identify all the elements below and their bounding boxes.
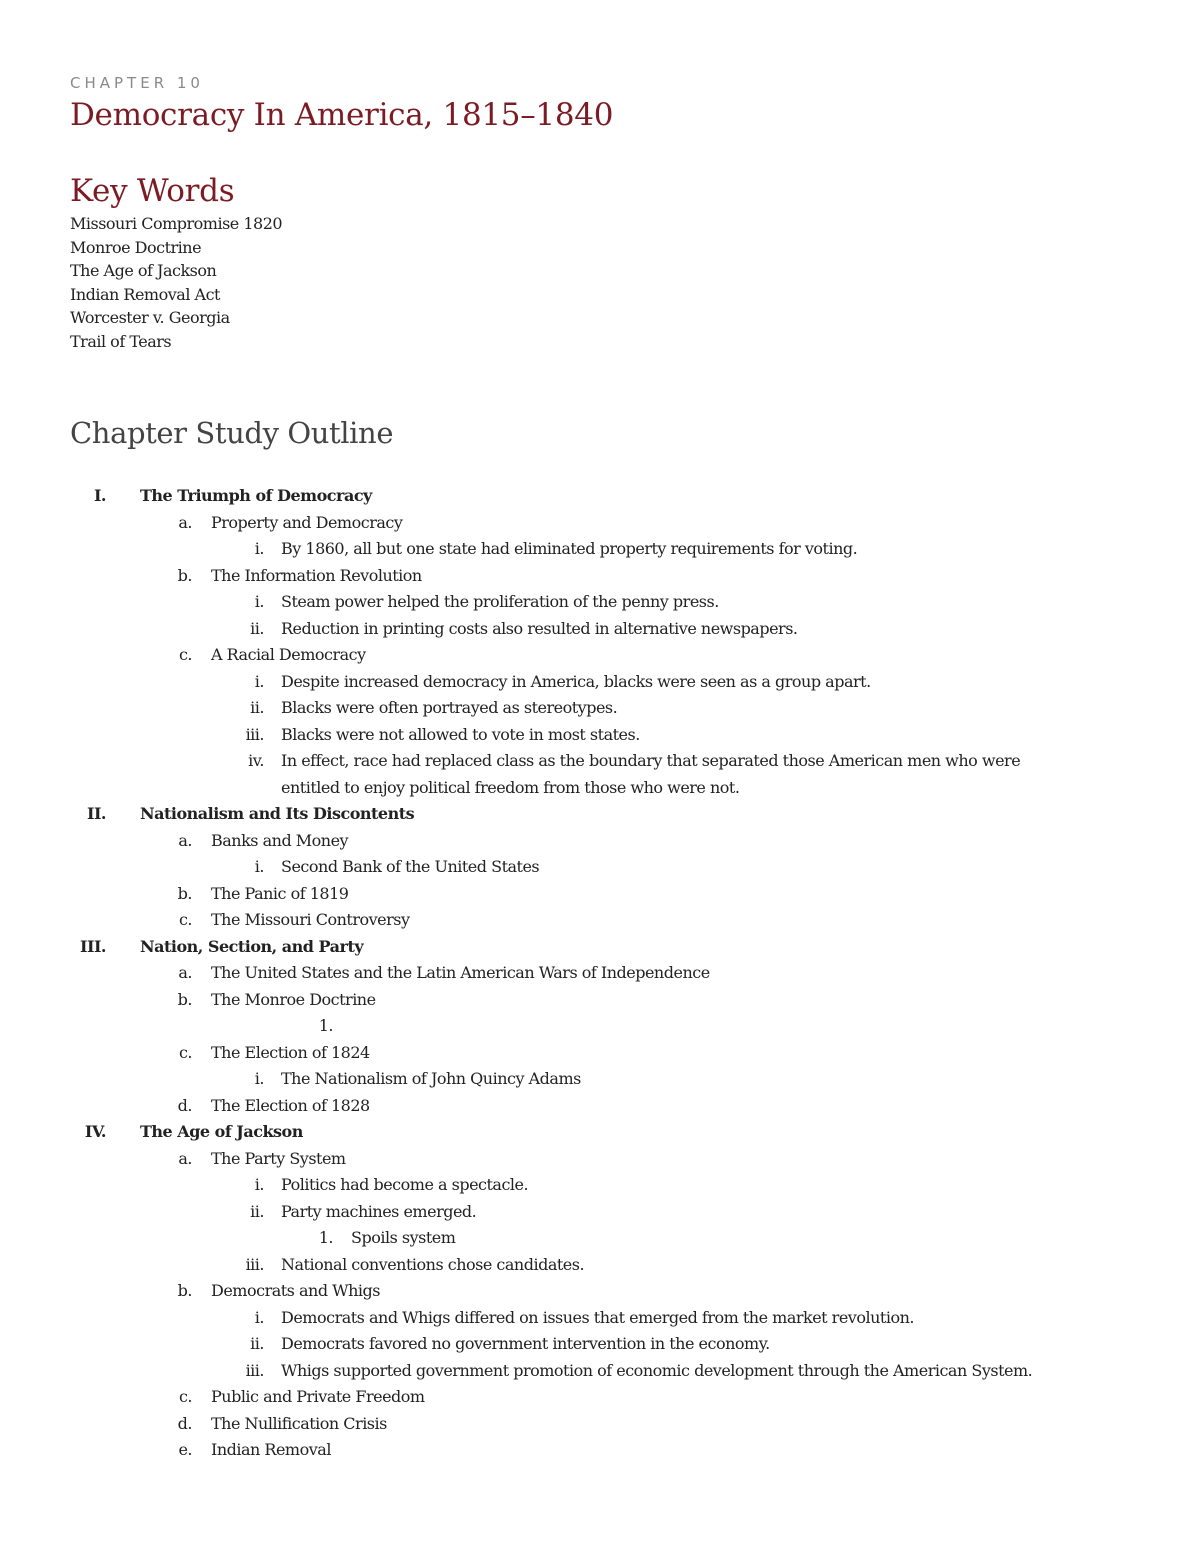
outline-point	[70, 1331, 1130, 1358]
section-title: Nation, Section, and Party	[140, 936, 364, 956]
chapter-title: Democracy In America, 1815–1840	[70, 97, 614, 133]
subsection-marker: c.	[178, 910, 192, 929]
subsection-title: The Information Revolution	[211, 565, 422, 585]
point-text: By 1860, all but one state had eliminated property requirements for voting.	[281, 539, 858, 558]
outline-empty-item	[70, 1013, 1130, 1040]
point-text: Steam power helped the proliferation of the penny press.	[281, 592, 719, 611]
outline-subsection	[70, 907, 1130, 934]
point-text: Democrats favored no government intervention in the economy.	[281, 1334, 770, 1353]
subpoint-text: Spoils system	[351, 1228, 456, 1247]
point-marker: i.	[254, 1175, 264, 1194]
subsection-title: The Missouri Controversy	[211, 910, 410, 929]
subpoint-marker: 1.	[318, 1228, 333, 1247]
key-word-item: Worcester v. Georgia	[70, 308, 230, 327]
key-word-item: The Age of Jackson	[70, 261, 217, 280]
outline-subsection	[70, 1146, 1130, 1173]
outline-point	[70, 589, 1130, 616]
chapter-label: CHAPTER 10	[70, 74, 204, 92]
subsection-title: The United States and the Latin American Wars of Independence	[211, 963, 710, 982]
outline-subsection	[70, 1040, 1130, 1067]
subsection-title: The Nullification Crisis	[211, 1413, 387, 1433]
subsection-title: Indian Removal	[211, 1440, 331, 1459]
point-marker: iii.	[245, 1254, 264, 1274]
outline-subsection	[70, 828, 1130, 855]
point-marker: i.	[254, 1307, 264, 1327]
outline-point	[70, 1305, 1130, 1332]
outline-point	[70, 1172, 1130, 1199]
section-marker: III.	[79, 936, 106, 956]
key-word-item: Trail of Tears	[70, 331, 172, 351]
point-text: Second Bank of the United States	[281, 857, 540, 876]
document-page	[70, 72, 1130, 1464]
subsection-title: Public and Private Freedom	[211, 1387, 425, 1406]
subsection-title: The Monroe Doctrine	[211, 989, 376, 1009]
subsection-marker: c.	[178, 645, 192, 664]
point-text: Democrats and Whigs differed on issues that emerged from the market revolution.	[281, 1307, 914, 1327]
point-marker: i.	[254, 671, 264, 691]
point-text: The Nationalism of John Quincy Adams	[281, 1069, 581, 1088]
outline-subpoint	[70, 1225, 1130, 1252]
outline-subsection	[70, 1437, 1130, 1464]
subsection-marker: a.	[178, 830, 192, 850]
point-marker: ii.	[250, 1201, 264, 1221]
subsection-title: A Racial Democracy	[211, 645, 366, 664]
outline-section	[70, 1119, 1130, 1146]
point-marker: iii.	[245, 1360, 264, 1380]
subsection-title: The Election of 1824	[211, 1042, 370, 1062]
outline-section	[70, 483, 1130, 510]
subsection-title: Property and Democracy	[211, 512, 403, 532]
outline-point	[70, 1066, 1130, 1093]
point-marker: iv.	[248, 751, 264, 770]
point-text: Whigs supported government promotion of economic development through the American System.	[281, 1360, 1033, 1380]
subsection-marker: b.	[177, 565, 192, 585]
outline-section	[70, 801, 1130, 828]
outline-heading: Chapter Study Outline	[70, 416, 394, 450]
subsection-marker: a.	[178, 963, 192, 982]
section-title: The Age of Jackson	[140, 1122, 303, 1141]
point-marker: i.	[254, 539, 264, 558]
outline-section	[70, 934, 1130, 961]
outline-subsection	[70, 510, 1130, 537]
point-text: Party machines emerged.	[281, 1201, 477, 1221]
outline-subsection	[70, 642, 1130, 669]
subsection-marker: c.	[178, 1387, 192, 1406]
point-marker: ii.	[250, 1334, 264, 1353]
point-marker: iii.	[245, 724, 264, 744]
point-text: Blacks were not allowed to vote in most states.	[281, 724, 640, 744]
study-outline	[70, 483, 1130, 1464]
outline-subsection	[70, 563, 1130, 590]
subsection-marker: b.	[177, 1281, 192, 1300]
section-marker: IV.	[84, 1122, 106, 1141]
subsection-marker: a.	[178, 512, 192, 532]
subsection-marker: e.	[178, 1440, 192, 1459]
point-marker: i.	[254, 1069, 264, 1088]
subsection-title: Democrats and Whigs	[211, 1281, 380, 1300]
point-text: Reduction in printing costs also resulted in alternative newspapers.	[281, 618, 798, 638]
subsection-marker: d.	[177, 1413, 192, 1433]
point-marker: ii.	[250, 698, 264, 717]
subsection-marker: b.	[177, 883, 192, 903]
key-words-list	[70, 212, 1130, 353]
key-word-item: Missouri Compromise 1820	[70, 214, 283, 233]
point-marker: ii.	[250, 618, 264, 638]
subsection-marker: a.	[178, 1148, 192, 1168]
outline-subsection	[70, 1411, 1130, 1438]
outline-point	[70, 616, 1130, 643]
outline-point	[70, 695, 1130, 722]
outline-point	[70, 669, 1130, 696]
point-text: In effect, race had replaced class as the boundary that separated those American men who were entitled to enjoy political freedom from those who were not.	[281, 751, 1021, 797]
outline-point	[70, 1252, 1130, 1279]
point-marker: i.	[254, 857, 264, 876]
outline-subsection	[70, 987, 1130, 1014]
point-text: Despite increased democracy in America, blacks were seen as a group apart.	[281, 671, 871, 691]
section-title: Nationalism and Its Discontents	[140, 804, 415, 823]
point-text: National conventions chose candidates.	[281, 1254, 585, 1274]
key-word-item: Indian Removal Act	[70, 284, 220, 304]
outline-point	[70, 1358, 1130, 1385]
outline-point	[70, 722, 1130, 749]
section-marker: II.	[86, 804, 106, 823]
outline-point	[70, 854, 1130, 881]
subsection-marker: c.	[178, 1042, 192, 1062]
subsection-marker: b.	[177, 989, 192, 1009]
subsection-marker: d.	[177, 1095, 192, 1115]
subsection-title: The Election of 1828	[211, 1095, 370, 1115]
section-title: The Triumph of Democracy	[140, 486, 372, 505]
empty-item-marker: 1.	[318, 1016, 333, 1035]
subsection-title: The Party System	[211, 1148, 346, 1168]
point-text: Blacks were often portrayed as stereotypes.	[281, 698, 618, 717]
subsection-title: The Panic of 1819	[211, 883, 349, 903]
outline-subsection	[70, 960, 1130, 987]
outline-point	[70, 536, 1130, 563]
outline-subsection	[70, 1278, 1130, 1305]
point-text: Politics had become a spectacle.	[281, 1175, 529, 1194]
subsection-title: Banks and Money	[211, 830, 349, 850]
outline-point	[70, 1199, 1130, 1226]
empty-item-text	[351, 1013, 1130, 1040]
outline-subsection	[70, 1384, 1130, 1411]
point-marker: i.	[254, 592, 264, 611]
outline-subsection	[70, 1093, 1130, 1120]
key-word-item: Monroe Doctrine	[70, 237, 202, 257]
key-words-heading: Key Words	[70, 173, 235, 209]
outline-point	[70, 748, 1130, 801]
outline-subsection	[70, 881, 1130, 908]
section-marker: I.	[93, 486, 106, 505]
